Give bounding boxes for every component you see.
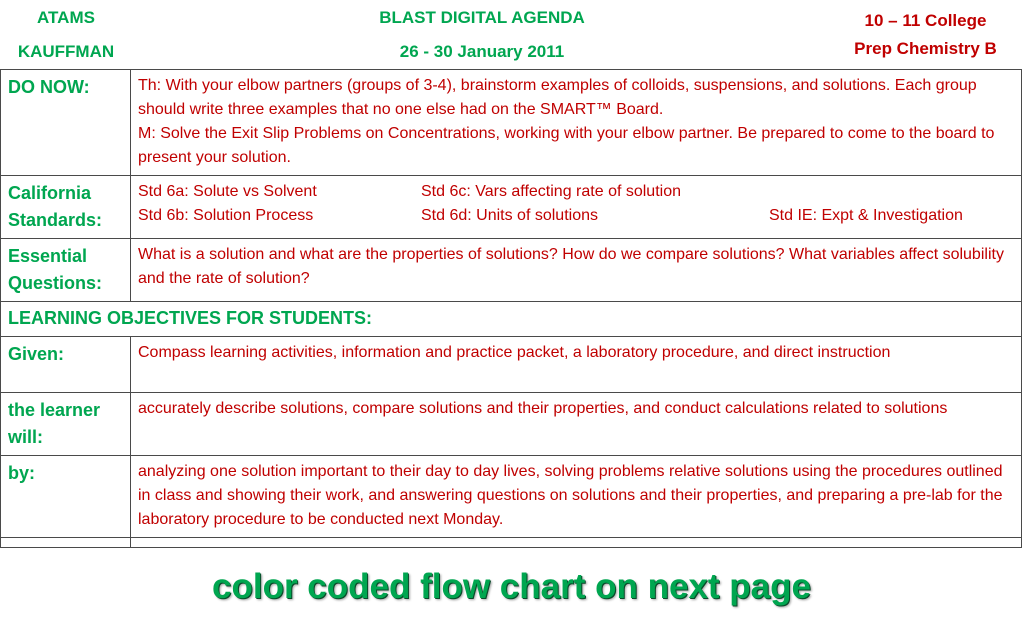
header-agenda-title: BLAST DIGITAL AGENDA	[379, 8, 585, 27]
learner-will-text: accurately describe solutions, compare solutions and their properties, and conduct calculations related to solutions	[131, 393, 1022, 456]
given-text: Compass learning activities, information and practice packet, a laboratory procedure, and direct instruction	[131, 337, 1022, 393]
by-text: analyzing one solution important to their day to day lives, solving problems relative solutions using the procedures outlined in class and showing their work, and answering questions on solutions and their properties, and preparing a pre-lab for the laboratory procedure to be conducted next Monday.	[131, 456, 1022, 538]
header-teacher-name: KAUFFMAN	[17, 42, 115, 61]
essential-questions-label: Essential Questions:	[1, 239, 131, 302]
standards-label: California Standards:	[1, 176, 131, 239]
do-now-monday-text: M: Solve the Exit Slip Problems on Concentrations, working with your elbow partner. Be prepared to come to the board to present your solution.	[138, 125, 995, 166]
table-row	[1, 337, 1022, 393]
header-teacher-school: ATAMS	[37, 8, 95, 27]
table-row	[1, 393, 1022, 456]
standards-content	[131, 176, 1022, 239]
do-now-label: DO NOW:	[1, 70, 131, 176]
header-date-range: 26 - 30 January 2011	[399, 42, 565, 61]
empty-cell	[131, 538, 1022, 548]
empty-cell	[1, 538, 131, 548]
do-now-content	[131, 70, 1022, 176]
header-course-line1: 10 – 11 College	[864, 11, 987, 30]
agenda-table	[0, 69, 1022, 548]
std-6c: Std 6c: Vars affecting rate of solution	[421, 183, 681, 200]
std-6b: Std 6b: Solution Process	[138, 207, 314, 224]
given-label: Given:	[1, 337, 131, 393]
flow-chart-note: color coded flow chart on next page	[212, 567, 811, 606]
table-row	[1, 176, 1022, 239]
std-ie: Std IE: Expt & Investigation	[769, 207, 963, 224]
do-now-thursday-text: Th: With your elbow partners (groups of 3-4), brainstorm examples of colloids, suspensions, and solutions. Each group should write three examples that no one else had on the SMART™ Board.	[138, 77, 977, 118]
learner-will-label: the learner will:	[1, 393, 131, 456]
table-row	[1, 302, 1022, 337]
header-course-line2: Prep Chemistry B	[854, 39, 997, 58]
table-row	[1, 239, 1022, 302]
table-row	[1, 456, 1022, 538]
by-label: by:	[1, 456, 131, 538]
learning-objectives-heading: LEARNING OBJECTIVES FOR STUDENTS:	[1, 302, 1022, 337]
std-6a: Std 6a: Solute vs Solvent	[138, 183, 317, 200]
essential-questions-text: What is a solution and what are the properties of solutions? How do we compare solutions? What variables affect solubility and the rate of solution?	[131, 239, 1022, 302]
table-row	[1, 538, 1022, 548]
table-row	[1, 70, 1022, 176]
std-6d: Std 6d: Units of solutions	[421, 207, 598, 224]
